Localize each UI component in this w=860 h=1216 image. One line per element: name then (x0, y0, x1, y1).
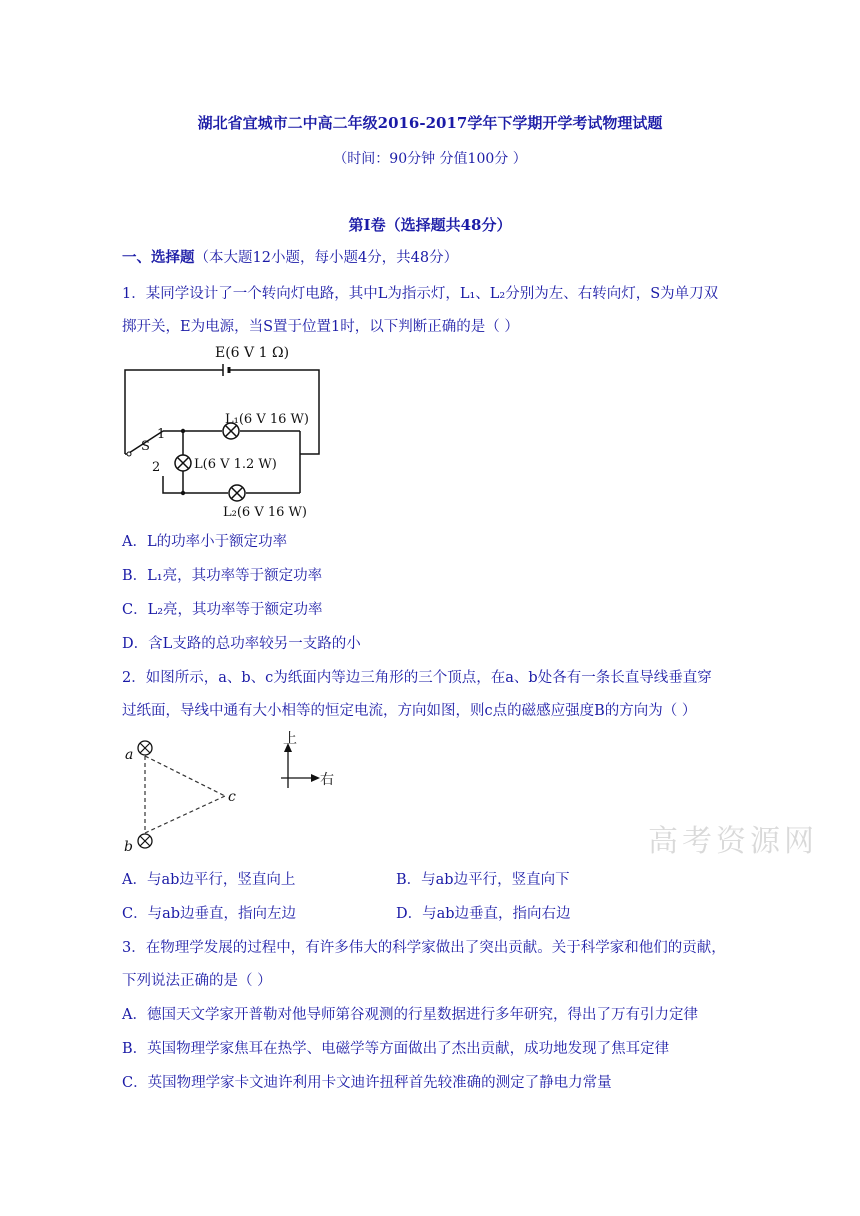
q2-option-a: A．与ab边平行，竖直向上 (122, 872, 296, 888)
q1-option-b: B．L₁亮，其功率等于额定功率 (122, 568, 323, 584)
pos1-label: 1 (157, 427, 166, 442)
q2-stem-line1: 2．如图所示，a、b、c为纸面内等边三角形的三个顶点，在a、b处各有一条长直导线垂直穿 (122, 670, 712, 686)
q3-stem-line2: 下列说法正确的是（ ） (122, 973, 272, 989)
watermark: 高考资源网 (648, 824, 818, 859)
q3-option-c: C．英国物理学家卡文迪许利用卡文迪许扭秤首先较准确的测定了静电力常量 (122, 1075, 612, 1091)
q1-option-a: A．L的功率小于额定功率 (122, 534, 288, 550)
q1-stem-line1: 1．某同学设计了一个转向灯电路，其中L为指示灯，L₁、L₂分别为左、右转向灯，S为单刀双 (122, 286, 719, 302)
l-label: L(6 V 1.2 W) (194, 457, 277, 472)
q2-stem-line2: 过纸面，导线中通有大小相等的恒定电流，方向如图，则c点的磁感应强度B的方向为（ ） (122, 703, 697, 719)
section-title: 第Ⅰ卷（选择题共48分） (348, 216, 512, 234)
vertex-a-label: a (125, 747, 134, 763)
l2-label: L₂(6 V 16 W) (223, 505, 307, 518)
triangle-diagram (115, 728, 345, 858)
q3-option-b: B．英国物理学家焦耳在热学、电磁学等方面做出了杰出贡献，成功地发现了焦耳定律 (122, 1041, 670, 1057)
q2-option-d: D．与ab边垂直，指向右边 (396, 906, 571, 922)
q3-stem-line1: 3．在物理学发展的过程中，有许多伟大的科学家做出了突出贡献。关于科学家和他们的贡献， (122, 940, 726, 956)
q2-option-c: C．与ab边垂直，指向左边 (122, 906, 297, 922)
circuit-diagram (115, 338, 335, 518)
right-label: 右 (320, 772, 334, 788)
exam-title: 湖北省宜城市二中高二年级2016-2017学年下学期开学考试物理试题 (197, 114, 663, 132)
exam-subtitle: （时间：90分钟 分值100分 ） (333, 151, 527, 167)
q1-stem-line2: 掷开关，E为电源，当S置于位置1时，以下判断正确的是（ ） (122, 319, 519, 335)
up-label: 上 (283, 731, 297, 747)
switch-label: S (141, 439, 150, 454)
q3-option-a: A．德国天文学家开普勒对他导师第谷观测的行星数据进行多年研究，得出了万有引力定律 (122, 1007, 698, 1023)
q1-option-d: D．含L支路的总功率较另一支路的小 (122, 636, 361, 652)
vertex-c-label: c (228, 789, 236, 805)
l1-label: L₁(6 V 16 W) (225, 412, 309, 427)
pos2-label: 2 (152, 460, 161, 475)
q2-option-b: B．与ab边平行，竖直向下 (396, 872, 570, 888)
part-heading (122, 246, 458, 267)
q1-option-c: C．L₂亮，其功率等于额定功率 (122, 602, 323, 618)
part-title: 一、选择题 (122, 249, 195, 266)
source-label: E(6 V 1 Ω) (215, 345, 290, 361)
vertex-b-label: b (124, 839, 133, 855)
part-note: （本大题12小题，每小题4分，共48分） (194, 250, 459, 266)
